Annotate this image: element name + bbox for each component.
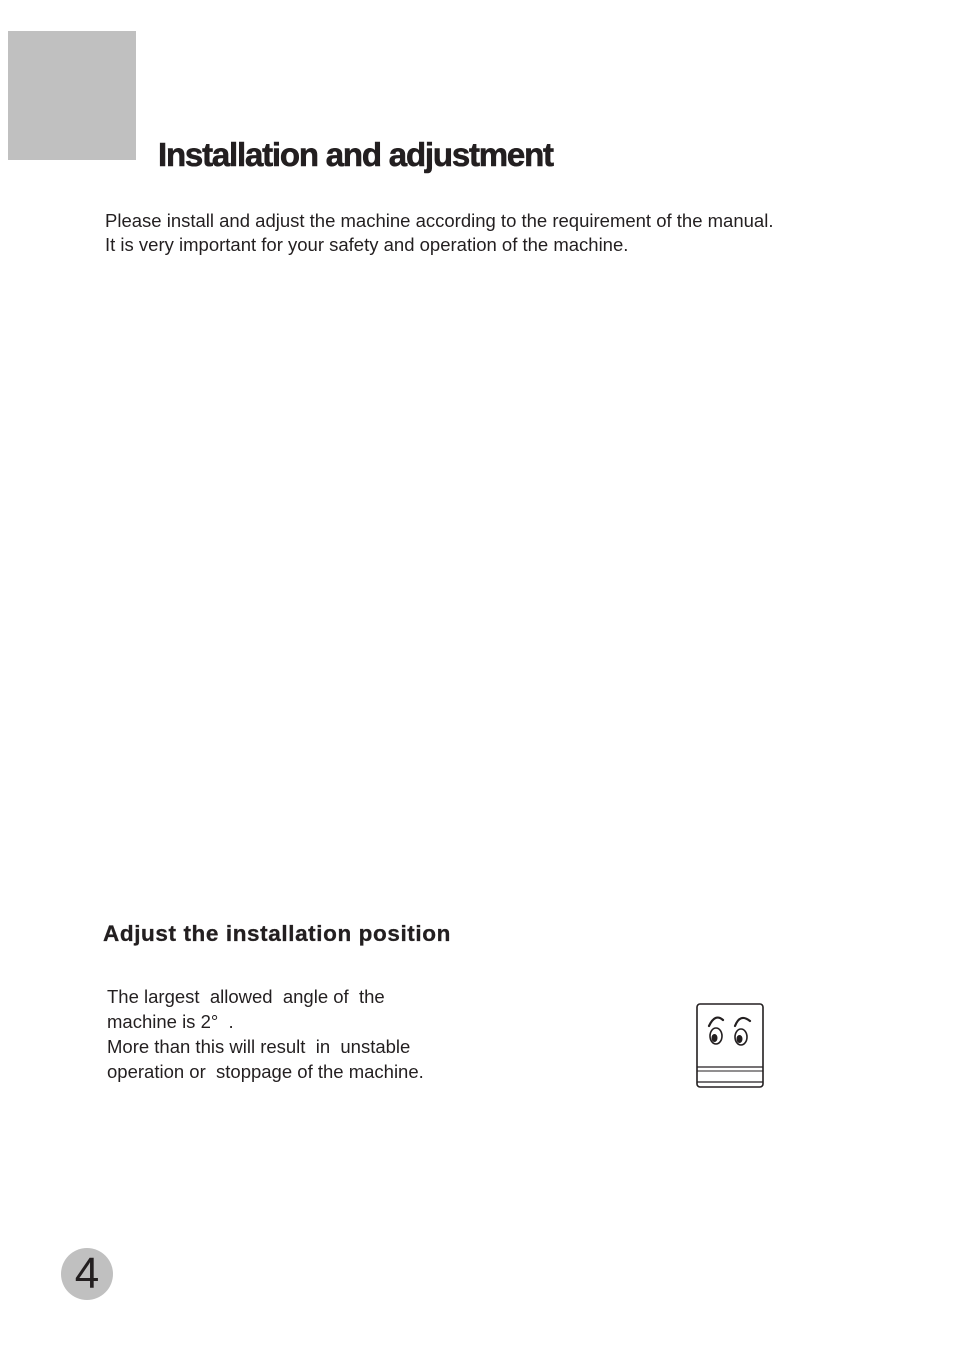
angle-line: operation or stoppage of the machine. bbox=[107, 1061, 424, 1082]
intro-line: Please install and adjust the machine according to the requirement of the manual. bbox=[105, 210, 774, 231]
angle-instructions bbox=[107, 984, 424, 1084]
page-number: 4 bbox=[61, 1248, 113, 1300]
page-title: Installation and adjustment bbox=[158, 136, 553, 173]
angle-line: The largest allowed angle of the bbox=[107, 986, 385, 1007]
intro-line: It is very important for your safety and operation of the machine. bbox=[105, 233, 629, 255]
intro-paragraph bbox=[105, 209, 773, 256]
dishwasher-face-icon bbox=[694, 1002, 766, 1090]
angle-line: More than this will result in unstable bbox=[107, 1036, 411, 1057]
angle-line: machine is 2° . bbox=[107, 1011, 234, 1032]
corner-decoration bbox=[8, 31, 136, 160]
section-heading-adjust-position: Adjust the installation position bbox=[103, 921, 451, 946]
